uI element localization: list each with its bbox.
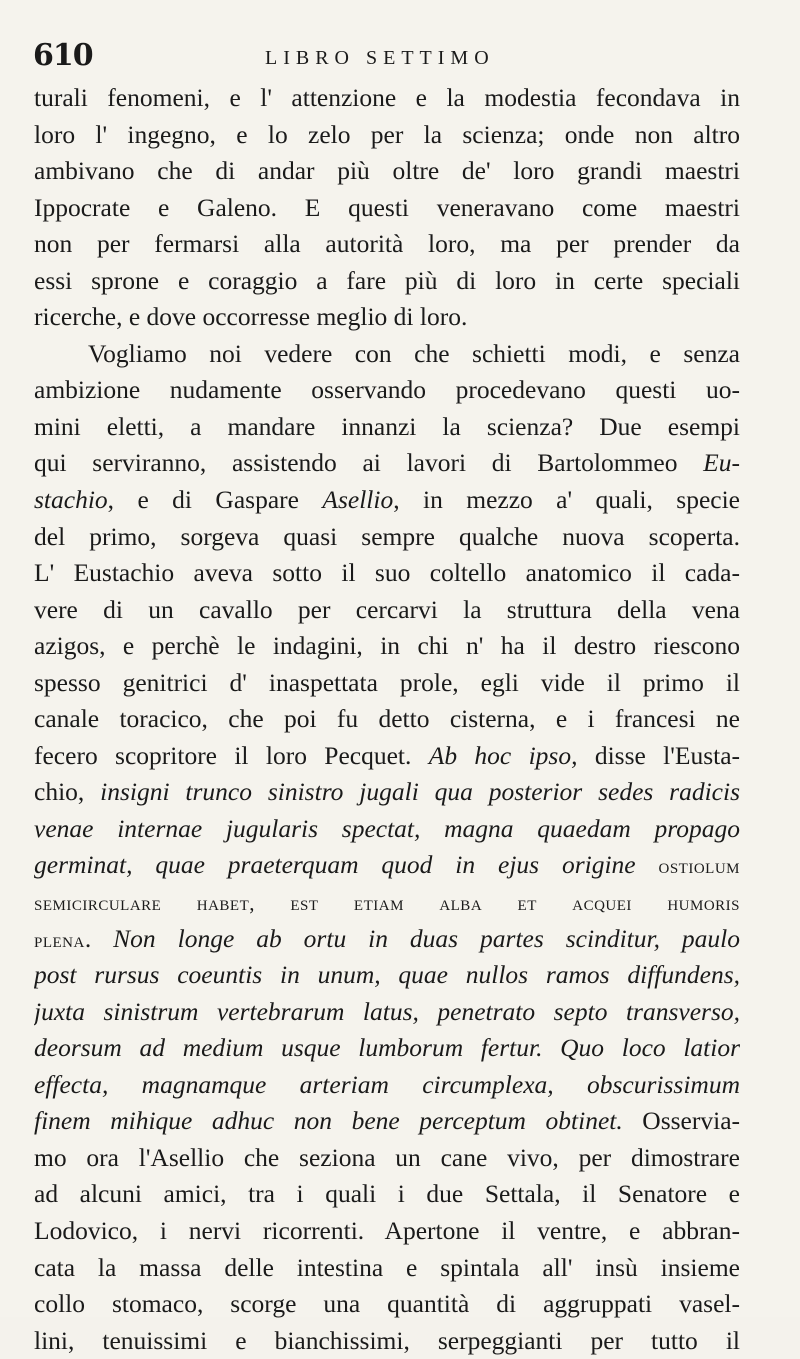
text-line	[34, 1176, 740, 1213]
italic-text: effecta, magnamque arteriam circumplexa, obscurissimum	[34, 1069, 740, 1099]
text-run: cata la massa delle intestina e spintala all' insù insieme	[34, 1252, 740, 1282]
text-run: , e di Gaspare	[107, 485, 323, 515]
text-line	[34, 1213, 740, 1250]
italic-text: stachio	[34, 485, 108, 515]
text-run: azigos, e perchè le indagini, in chi n' ha il destro riescono	[34, 631, 740, 661]
text-line	[34, 153, 740, 190]
text-line	[34, 994, 740, 1031]
text-line	[34, 226, 740, 263]
text-line	[34, 519, 740, 556]
page-number: 610	[33, 38, 93, 73]
small-caps-text: plena	[34, 927, 85, 952]
text-line	[34, 957, 740, 994]
text-line	[34, 921, 740, 958]
text-run: turali fenomeni, e l' attenzione e la modestia fecondava in	[34, 83, 740, 112]
small-caps-text: ostiolum	[658, 854, 740, 879]
text-run: loro l' ingegno, e lo zelo per la scienza; onde non altro	[34, 119, 740, 149]
italic-text: Asellio	[322, 485, 394, 515]
body-text	[34, 80, 740, 1359]
text-run: essi sprone e coraggio a fare più di loro in certe speciali	[34, 265, 740, 295]
text-run: Ippocrate e Galeno. E questi veneravano come maestri	[34, 192, 740, 222]
italic-text: germinat, quae praeterquam quod in ejus origine	[34, 850, 659, 880]
text-line	[34, 555, 740, 592]
text-line	[34, 1103, 740, 1140]
text-run: , in mezzo a' quali, specie	[393, 485, 740, 515]
text-line	[34, 409, 740, 446]
text-line	[34, 190, 740, 227]
text-run: spesso genitrici d' inaspettata prole, egli vide il primo il	[34, 667, 740, 697]
page-header	[30, 38, 770, 74]
text-run: ambizione nudamente osservando procedevano questi uo-	[34, 375, 740, 405]
text-line	[34, 592, 740, 629]
text-run: del primo, sorgeva quasi sempre qualche nuova scoperta.	[34, 521, 740, 551]
text-run: mini eletti, a mandare innanzi la scienza? Due esempi	[34, 411, 740, 441]
text-line	[34, 847, 740, 884]
text-run: disse l'Eusta-	[577, 740, 740, 770]
text-line	[34, 665, 740, 702]
text-line	[34, 336, 740, 373]
text-run: ambivano che di andar più oltre de' loro grandi maestri	[34, 156, 740, 186]
text-run: lini, tenuissimi e bianchissimi, serpeggianti per tutto il	[34, 1325, 740, 1355]
italic-text: deorsum ad medium usque lumborum fertur. Quo loco latior	[34, 1033, 740, 1063]
text-line	[34, 1067, 740, 1104]
text-line	[34, 1286, 740, 1323]
text-line	[34, 1323, 740, 1359]
text-line	[34, 117, 740, 154]
text-line	[34, 701, 740, 738]
text-line	[34, 738, 740, 775]
text-run: ad alcuni amici, tra i quali i due Settala, il Senatore e	[34, 1179, 740, 1209]
text-run: vere di un cavallo per cercarvi la struttura della vena	[34, 594, 740, 624]
text-run: Vogliamo noi vedere con che schietti modi, e senza	[88, 338, 740, 368]
text-line	[34, 80, 740, 117]
running-head: LIBRO SETTIMO	[265, 47, 495, 69]
italic-text: insigni trunco sinistro jugali qua posterior sedes radicis	[100, 777, 740, 807]
text-run: canale toracico, che poi fu detto cisterna, e i francesi ne	[34, 704, 740, 734]
text-line	[34, 811, 740, 848]
text-line	[34, 774, 740, 811]
text-line	[34, 372, 740, 409]
text-run: chio,	[34, 777, 101, 807]
text-line	[34, 1250, 740, 1287]
text-run: ricerche, e dove occorresse meglio di loro.	[34, 302, 468, 332]
text-run: non per fermarsi alla autorità loro, ma per prender da	[34, 229, 740, 259]
text-run: mo ora l'Asellio che seziona un cane vivo, per dimostrare	[34, 1142, 740, 1172]
italic-text: post rursus coeuntis in unum, quae nullos ramos diffundens,	[34, 960, 740, 990]
text-run: .	[84, 923, 114, 953]
text-run: Osservia-	[622, 1106, 740, 1136]
text-line	[34, 299, 740, 336]
text-run: L' Eustachio aveva sotto il suo coltello anatomico il cada-	[34, 558, 740, 588]
italic-text: juxta sinistrum vertebrarum latus, penetrato septo transverso,	[34, 996, 740, 1026]
italic-text: venae internae jugularis spectat, magna quaedam propago	[34, 813, 740, 843]
text-run: Lodovico, i nervi ricorrenti. Apertone il ventre, e abbran-	[34, 1215, 740, 1245]
text-line	[34, 445, 740, 482]
text-line	[34, 628, 740, 665]
small-caps-text: semicirculare habet, est etiam alba et acquei humoris	[34, 891, 740, 916]
text-line	[34, 482, 740, 519]
text-run: qui serviranno, assistendo ai lavori di Bartolommeo	[34, 448, 704, 478]
italic-text: Non longe ab ortu in duas partes scinditur, paulo	[113, 923, 740, 953]
text-line	[34, 263, 740, 300]
text-line	[34, 1030, 740, 1067]
text-line	[34, 1140, 740, 1177]
italic-text: finem mihique adhuc non bene perceptum obtinet.	[34, 1106, 623, 1136]
text-line	[34, 884, 740, 921]
text-run: fecero scopritore il loro Pecquet.	[34, 740, 429, 770]
italic-text: Eu-	[703, 448, 740, 478]
italic-text: Ab hoc ipso,	[428, 740, 578, 770]
text-run: collo stomaco, scorge una quantità di aggruppati vasel-	[34, 1289, 740, 1319]
